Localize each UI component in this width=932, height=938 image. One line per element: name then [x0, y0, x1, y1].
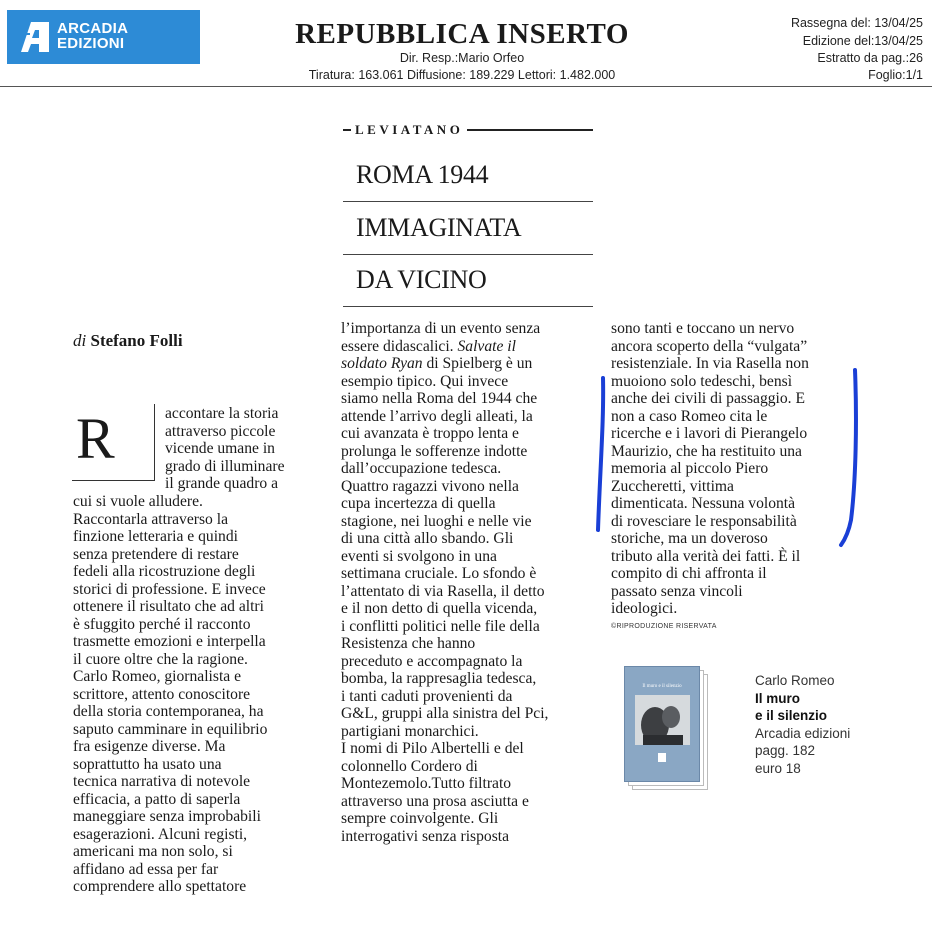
text-line: vicende umane in	[165, 440, 275, 457]
circulation-line: Tiratura: 163.061 Diffusione: 189.229 Lettori: 1.482.000	[308, 68, 616, 82]
text-line: Montezemolo.Tutto filtrato	[341, 775, 512, 792]
text-line: attende l’arrivo degli alleati, la	[341, 407, 533, 425]
headline-line-2: IMMAGINATA	[356, 213, 522, 242]
text-line: ottenere il risultato che ad altri	[73, 598, 264, 615]
text-line: dimenticata. Nessuna volontà	[611, 495, 796, 512]
text-line: il grande quadro a	[165, 475, 279, 492]
header-divider	[0, 86, 932, 87]
text-line: accontare la storia	[165, 405, 279, 422]
text-line: essere didascalici. Salvate il	[341, 337, 516, 355]
text-line: sempre coinvolgente. Gli	[341, 810, 499, 827]
right-highlight-mark	[841, 370, 856, 545]
text-line: attraverso una prosa asciutta e	[341, 792, 529, 810]
text-line: stagione, nei luoghi e nelle vie	[341, 512, 532, 530]
text-line: esagerazioni. Alcuni registi,	[73, 825, 248, 843]
text-line: resistenziale. In via Rasella non	[611, 355, 809, 372]
text-line: senza pretendere di restare	[73, 545, 239, 563]
copyright-notice: ©RIPRODUZIONE RISERVATA	[611, 623, 717, 630]
text-line: cui si vuole alludere.	[73, 493, 203, 510]
left-highlight-mark	[598, 378, 603, 530]
director-line: Dir. Resp.:Mario Orfeo	[399, 51, 525, 65]
text-line: di rovesciare le responsabilità	[611, 512, 797, 530]
text-line: di una città allo sbando. Gli	[341, 530, 514, 547]
text-line: sono tanti e toccano un nervo	[611, 320, 795, 337]
text-line: partigiani monarchici.	[341, 722, 479, 740]
text-line: memoria al piccolo Piero	[611, 460, 769, 477]
text-line: finzione letteraria e quindi	[73, 528, 238, 545]
text-line: non a caso Romeo cita le	[611, 407, 768, 425]
publisher-mark-icon	[658, 753, 666, 762]
text-line: efficacia, a patto di saperla	[73, 790, 241, 808]
book-cover	[624, 666, 700, 782]
text-line: l’importanza di un evento senza	[341, 320, 541, 337]
text-line: americani ma non solo, si	[73, 843, 233, 860]
text-line: affidano ad essa per far	[73, 860, 219, 878]
book-cover-photo	[635, 695, 690, 745]
headline-rule	[343, 254, 593, 255]
text-line: bomba, la rappresaglia tedesca,	[341, 670, 537, 687]
text-line: ancora scoperto della “vulgata”	[611, 337, 808, 355]
logo-text: ARCADIA EDIZIONI	[57, 20, 129, 52]
text-line: compito di chi affronta il	[611, 565, 767, 582]
text-line: soprattutto ha usato una	[73, 755, 222, 773]
text-line: l’attentato di via Rasella, il detto	[341, 582, 545, 600]
text-line: Zuccheretti, vittima	[611, 477, 734, 495]
text-line: cupa incertezza di quella	[341, 495, 496, 512]
text-line: storici di professione. E invece	[73, 580, 266, 598]
text-line: tecnica narrativa di notevole	[73, 773, 251, 790]
book-cover-title: Il muro e il silenzio	[642, 684, 682, 689]
text-line: tributo alla verità dei fatti. È il	[611, 547, 801, 565]
text-line: soldato Ryan di Spielberg è un	[341, 355, 533, 372]
text-line: attraverso piccole	[165, 422, 276, 440]
text-line: eventi si svolgono in una	[341, 547, 497, 565]
text-line: fedeli alla ricostruzione degli	[73, 563, 256, 580]
text-line: comprendere allo spettatore	[73, 878, 247, 895]
rassegna-date: Rassegna del: 13/04/25	[790, 16, 923, 30]
drop-cap-box	[72, 404, 155, 481]
book-title-2: e il silenzio	[755, 708, 828, 723]
text-line: Quattro ragazzi vivono nella	[341, 477, 519, 495]
text-line: Resistenza che hanno	[341, 635, 476, 652]
headline-line-3: DA VICINO	[356, 265, 487, 294]
text-line: fra esigenze diverse. Ma	[73, 738, 226, 755]
text-line: Carlo Romeo, giornalista e	[73, 668, 242, 685]
book-price: euro 18	[755, 760, 801, 776]
text-line: è sfuggito perché il racconto	[73, 615, 251, 633]
text-line: maneggiare senza improbabili	[73, 808, 261, 825]
text-line: anche dei civili di passaggio. E	[611, 390, 806, 407]
text-line: interrogativi senza risposta	[341, 827, 510, 845]
text-line: preceduto e accompagnato la	[341, 652, 523, 670]
text-line: Maurizio, che ha restituito una	[611, 442, 802, 460]
text-line: grado di illuminare	[165, 457, 285, 475]
text-line: ricerche e i lavori di Pierangelo	[611, 425, 808, 442]
headline-line-1: ROMA 1944	[356, 160, 489, 189]
text-line: settimana cruciale. Lo sfondo è	[341, 565, 537, 582]
text-line: e il non detto di quella vicenda,	[341, 600, 538, 617]
text-line: dall’occupazione tedesca.	[341, 460, 502, 477]
text-line: saputo camminare in equilibrio	[73, 720, 268, 738]
text-line: Raccontarla attraverso la	[73, 510, 228, 528]
book-publisher: Arcadia edizioni	[755, 725, 851, 741]
text-line: i conflitti politici nelle file della	[341, 617, 540, 635]
book-title-1: Il muro	[755, 690, 801, 706]
text-line: passato senza vincoli	[611, 582, 743, 600]
page-extract: Estratto da pag.:26	[817, 51, 923, 65]
text-line: storiche, ma un doveroso	[611, 530, 768, 547]
text-line: scrittore, attento conoscitore	[73, 685, 251, 703]
text-line: I nomi di Pilo Albertelli e del	[341, 740, 524, 757]
drop-cap: R	[76, 406, 115, 471]
book-pages: pagg. 182	[755, 743, 816, 758]
text-line: della storia contemporanea, ha	[73, 703, 264, 720]
masthead: REPUBBLICA INSERTO	[295, 18, 629, 50]
text-line: colonnello Cordero di	[341, 757, 478, 775]
text-line: i tanti caduti provenienti da	[341, 687, 513, 705]
publisher-logo	[7, 10, 200, 64]
text-line: prolunga le sofferenze indotte	[341, 442, 528, 460]
headline-rule	[343, 306, 593, 307]
text-line: muoiono solo tedeschi, bensì	[611, 372, 793, 390]
text-line: trasmette emozioni e interpella	[73, 633, 266, 650]
arcadia-logo-icon	[21, 22, 49, 52]
edition-date: Edizione del:13/04/25	[802, 34, 923, 48]
text-line: esempio tipico. Qui invece	[341, 372, 509, 390]
text-line: G&L, gruppi alla sinistra del Pci,	[341, 705, 549, 722]
book-info	[755, 672, 850, 777]
text-line: siamo nella Roma del 1944 che	[341, 390, 538, 407]
text-line: cui avanzata è troppo lenta e	[341, 425, 519, 442]
section-rubric: LEVIATANO	[343, 121, 593, 139]
byline: di Stefano Folli	[73, 331, 183, 350]
book-author: Carlo Romeo	[755, 673, 835, 688]
text-line: ideologici.	[611, 600, 678, 617]
sheet-number: Foglio:1/1	[868, 68, 923, 82]
text-line: il cuore oltre che la ragione.	[73, 650, 248, 668]
headline-rule	[343, 201, 593, 202]
